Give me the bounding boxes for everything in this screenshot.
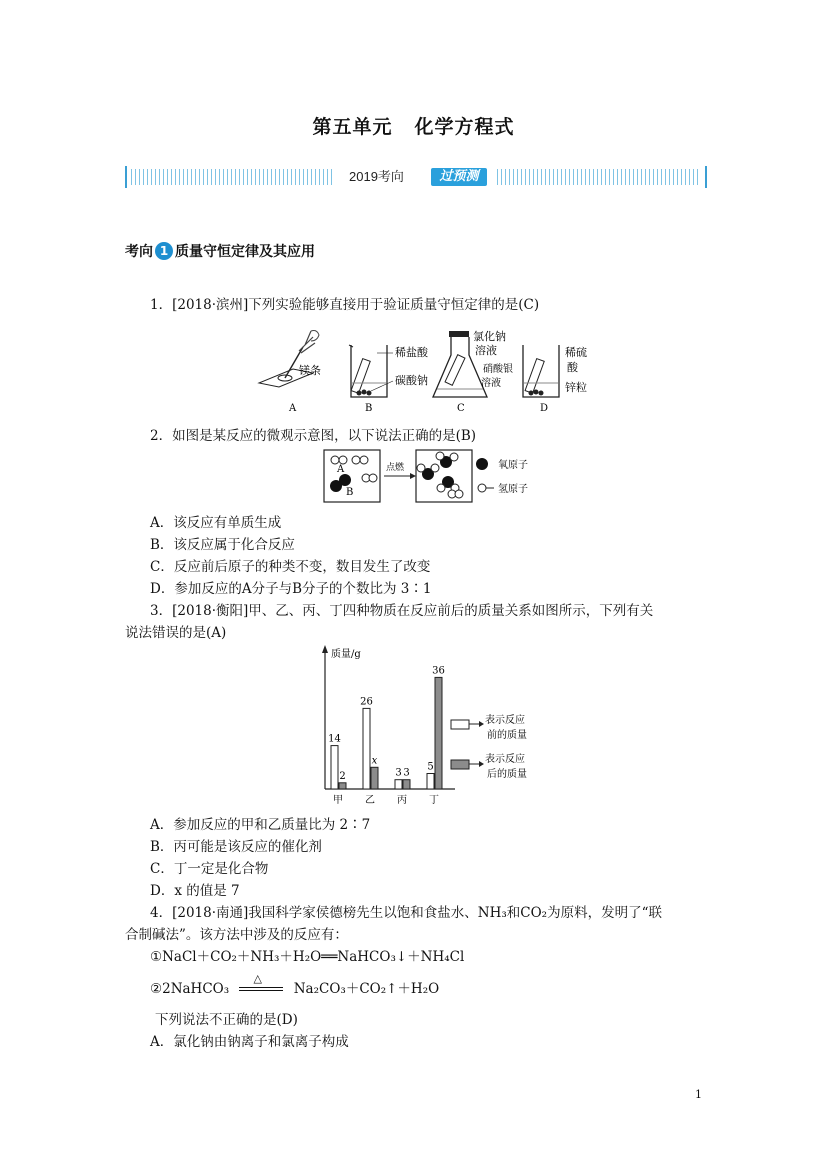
q4-option-a: A．氯化钠由钠离子和氯离子构成: [150, 1034, 349, 1050]
legend-before-line1: 表示反应: [485, 715, 525, 726]
bar-before-1: [363, 708, 370, 789]
bar-before-0: [331, 746, 338, 789]
banner-pill: 过预测: [431, 168, 487, 186]
bar-after-0: [339, 783, 346, 789]
value-label-before-3: 5: [427, 761, 434, 773]
q3-option-c: C．丁一定是化合物: [150, 861, 269, 877]
label-hcl: 稀盐酸: [395, 346, 428, 359]
value-label-after-1: x: [371, 755, 378, 767]
q1-apparatus-figure: [255, 325, 590, 417]
banner-stripe-left: [131, 169, 335, 185]
label-nacl-1: 氯化钠: [473, 330, 506, 343]
banner-stripe-right: [497, 169, 701, 185]
eq2-right: Na₂CO₃＋CO₂↑＋H₂O: [293, 981, 440, 997]
q2-option-d: D．参加反应的A分子与B分子的个数比为 3∶1: [150, 581, 432, 597]
section-heading: [125, 241, 315, 261]
label-b: B: [365, 403, 373, 414]
label-h-atom: 氢原子: [498, 484, 528, 495]
value-label-after-3: 36: [432, 665, 445, 677]
value-label-before-2: 3: [395, 767, 402, 779]
page-number: 1: [695, 1088, 702, 1101]
label-mg: 镁条: [299, 364, 321, 377]
page-title: [0, 112, 827, 139]
q3-mass-chart: [315, 643, 565, 808]
q3-option-a: A．参加反应的甲和乙质量比为 2∶7: [150, 817, 371, 833]
label-h2so4-1: 稀硫: [565, 346, 587, 359]
label-agno3-2: 溶液: [481, 378, 501, 389]
apparatus-d: [523, 345, 587, 414]
bar-after-2: [403, 780, 410, 789]
bar-after-1: [371, 767, 378, 789]
q4-equation-1: ①NaCl＋CO₂＋NH₃＋H₂O══NaHCO₃↓＋NH₄Cl: [150, 949, 465, 965]
banner-right-edge: [705, 166, 707, 188]
value-label-before-1: 26: [360, 696, 373, 708]
eq2-left: ②2NaHCO₃: [150, 981, 230, 997]
q1-stem: 1．[2018·滨州]下列实验能够直接用于验证质量守恒定律的是(C): [150, 297, 540, 313]
y-axis-label: 质量/g: [331, 649, 361, 660]
section-prefix: 考向: [125, 244, 153, 260]
q4-stem-line1: 4．[2018·南通]我国科学家侯德榜先生以饱和食盐水、NH₃和CO₂为原料，发明了“联: [150, 905, 662, 921]
label-d: D: [540, 403, 549, 414]
unit-topic: 化学方程式: [414, 116, 515, 138]
unit-label: 第五单元: [312, 116, 393, 138]
bar-before-2: [395, 780, 402, 789]
label-o-atom: 氧原子: [498, 460, 528, 471]
q4-equation-2: [150, 971, 440, 997]
label-molecule-b: B: [346, 487, 354, 498]
q3-option-d: D．x 的值是 7: [150, 883, 240, 899]
apparatus-a: [259, 331, 321, 415]
section-banner: [125, 166, 707, 188]
q2-option-a: A．该反应有单质生成: [150, 515, 282, 531]
label-agno3-1: 硝酸银: [483, 364, 513, 375]
category-label-1: 乙: [365, 795, 375, 806]
label-h2so4-2: 酸: [567, 361, 578, 374]
bar-after-3: [435, 677, 442, 789]
heat-symbol: △: [253, 971, 262, 985]
banner-left-edge: [125, 166, 127, 188]
category-label-3: 丁: [429, 795, 439, 806]
q4-ask: 下列说法不正确的是(D): [155, 1012, 298, 1028]
q3-stem-line2: 说法错误的是(A): [125, 625, 227, 641]
q4-stem-line2: 合制碱法”。该方法中涉及的反应有：: [125, 927, 348, 943]
category-label-0: 甲: [333, 795, 343, 806]
value-label-after-2: 3: [403, 767, 410, 779]
legend-after-line2: 后的质量: [487, 769, 527, 780]
apparatus-c: [433, 329, 513, 414]
value-label-before-0: 14: [328, 733, 341, 745]
label-nacl-2: 溶液: [475, 344, 497, 357]
banner-year: 2019考向: [349, 169, 404, 184]
label-molecule-a: A: [337, 464, 345, 475]
label-zn: 锌粒: [565, 381, 587, 394]
label-c: C: [457, 403, 465, 414]
label-ignite: 点燃: [386, 463, 405, 473]
q2-option-c: C．反应前后原子的种类不变，数目发生了改变: [150, 559, 431, 575]
eq2-condition: [239, 971, 283, 997]
q3-option-b: B．丙可能是该反应的催化剂: [150, 839, 322, 855]
label-a: A: [289, 403, 297, 414]
label-na2co3: 碳酸钠: [395, 374, 428, 387]
q2-molecule-figure: [322, 448, 562, 506]
legend-after-line1: 表示反应: [485, 754, 525, 765]
q2-stem: 2．如图是某反应的微观示意图，以下说法正确的是(B): [150, 428, 477, 444]
q3-stem-line1: 3．[2018·衡阳]甲、乙、丙、丁四种物质在反应前后的质量关系如图所示，下列有关: [150, 603, 654, 619]
y-axis-arrow: [322, 645, 328, 653]
section-number-badge: 1: [155, 242, 173, 260]
legend-swatch-before: [451, 720, 469, 729]
category-label-2: 丙: [397, 795, 407, 806]
q2-option-b: B．该反应属于化合反应: [150, 537, 295, 553]
section-topic: 质量守恒定律及其应用: [175, 244, 315, 260]
bar-before-3: [427, 774, 434, 790]
banner-badge: [339, 166, 493, 188]
legend-before-line2: 前的质量: [487, 730, 527, 741]
hydrogen-legend-icon: [478, 484, 486, 492]
oxygen-legend-icon: [476, 458, 488, 470]
apparatus-b: [349, 345, 429, 414]
legend-swatch-after: [451, 760, 469, 769]
value-label-after-0: 2: [339, 770, 346, 782]
